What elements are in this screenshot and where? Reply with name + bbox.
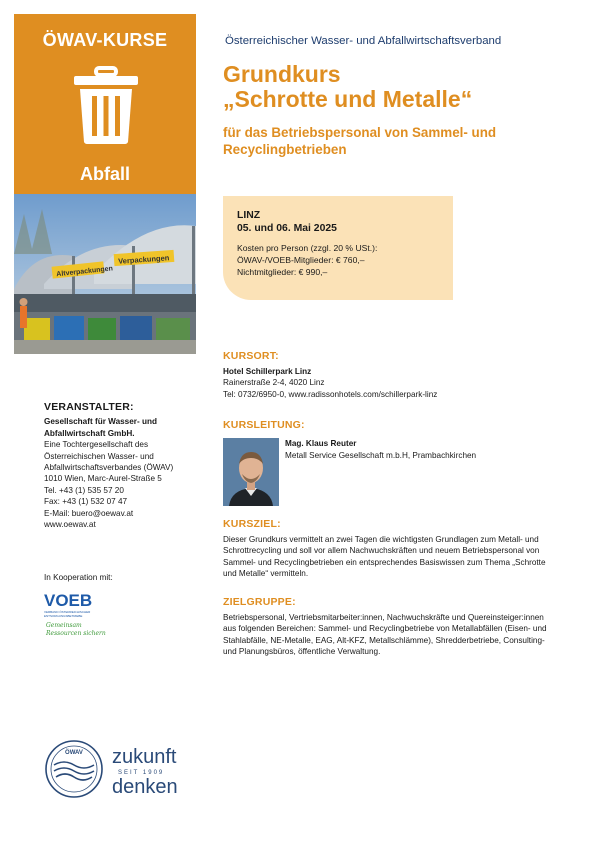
info-costs-label: Kosten pro Person (zzgl. 20 % USt.): — [237, 243, 378, 253]
kursziel-line3: Sammel- und Recyclingbetrieben ein entsprechendes Basiswissen zum Thema „Schrotte — [223, 557, 546, 567]
kursort-contact[interactable]: Tel: 0732/6950-0, www.radissonhotels.com/schillerpark-linz — [223, 389, 438, 399]
kursort-heading: KURSORT: — [223, 350, 279, 362]
zielgruppe-section — [223, 597, 573, 658]
voeb-logo-subtext-1: VERBAND ÖSTERREICHISCHER — [44, 610, 91, 614]
voeb-logo — [44, 590, 114, 640]
kursziel-heading: KURSZIEL: — [223, 518, 281, 530]
info-date: 05. und 06. Mai 2025 — [237, 223, 337, 234]
brand-category: Abfall — [79, 164, 130, 184]
veranstalter-desc-line1: Eine Tochtergesellschaft des — [44, 440, 149, 450]
organisation-name: Österreichischer Wasser- und Abfallwirtschaftsverband — [225, 35, 502, 47]
veranstalter-tel: Tel. +43 (1) 535 57 20 — [44, 485, 124, 495]
zielgruppe-line4: und Planungsbüros, öffentliche Verwaltung. — [223, 647, 381, 657]
info-city: LINZ — [237, 210, 261, 221]
kursziel-line1: Dieser Grundkurs vermittelt an zwei Tagen die wichtigsten Grundlagen zum Metall- und — [223, 534, 539, 544]
trainer-name: Mag. Klaus Reuter — [285, 439, 357, 448]
voeb-logo-text: VOEB — [44, 591, 93, 610]
kursziel-section — [223, 519, 573, 580]
veranstalter-desc-line2: Österreichischen Wasser- und — [44, 451, 154, 461]
course-title-line2: „Schrotte und Metalle“ — [223, 86, 473, 112]
photo-sign-1: Altverpackungen — [56, 265, 114, 279]
brand-title: ÖWAV-KURSE — [42, 30, 168, 50]
cooperation-label: In Kooperation mit: — [44, 573, 113, 582]
kursleitung-section — [223, 420, 573, 435]
voeb-slogan-1: Gemeinsam — [46, 622, 82, 629]
veranstalter-name-line2: Abfallwirtschaft GmbH. — [44, 428, 135, 438]
veranstalter-address: 1010 Wien, Marc-Aurel-Straße 5 — [44, 474, 162, 484]
kursziel-line4: und Metalle“ vermitteln. — [223, 569, 309, 579]
kursleitung-heading: KURSLEITUNG: — [223, 419, 305, 431]
kursort-venue: Hotel Schillerpark Linz — [223, 366, 312, 376]
veranstalter-block — [44, 402, 204, 530]
footer-logo-emblem: ÖWAV — [65, 750, 83, 756]
zielgruppe-line2: aus folgenden Bereichen: Sammel- und Recyclingbetriebe von Metallabfällen (Eisen- und — [223, 624, 547, 634]
oewav-footer-logo — [44, 737, 204, 801]
zielgruppe-heading: ZIELGRUPPE: — [223, 596, 296, 608]
veranstalter-heading: VERANSTALTER: — [44, 401, 134, 413]
recycling-yard-photo — [14, 194, 196, 354]
zielgruppe-line1: Betriebspersonal, Vertriebsmitarbeiter:innen, Nachwuchskräfte und Quereinsteiger:innen — [223, 612, 544, 622]
voeb-logo-subtext-2: ENTSORGUNGSBETRIEBE — [44, 614, 83, 618]
course-subtitle — [223, 124, 496, 158]
zielgruppe-line3: Stahlabfälle, NE-Metalle, EAG, Alt-KFZ, Metallschlämme), Shredderbetriebe, Consulting- — [223, 635, 545, 645]
veranstalter-email[interactable]: E-Mail: buero@oewav.at — [44, 508, 134, 518]
trainer-photo — [223, 438, 279, 506]
kursort-address: Rainerstraße 2-4, 4020 Linz — [223, 378, 325, 388]
trainer-company: Metall Service Gesellschaft m.b.H, Prambachkirchen — [285, 451, 477, 460]
footer-logo-line1: zukunft — [112, 746, 177, 768]
course-subtitle-line2: Recyclingbetrieben — [223, 142, 347, 157]
photo-sign-2: Verpackungen — [117, 253, 170, 266]
info-box — [223, 196, 453, 300]
course-title — [223, 62, 472, 112]
veranstalter-web[interactable]: www.oewav.at — [44, 520, 96, 530]
veranstalter-name-line1: Gesellschaft für Wasser- und — [44, 417, 157, 427]
veranstalter-fax: Fax: +43 (1) 532 07 47 — [44, 497, 128, 507]
trainer-info — [285, 438, 476, 462]
brand-block — [14, 14, 196, 194]
trash-bin-icon — [70, 66, 142, 146]
course-title-line1: Grundkurs — [223, 61, 341, 87]
info-price-nonmembers: Nichtmitglieder: € 990,– — [237, 266, 328, 277]
course-subtitle-line1: für das Betriebspersonal von Sammel- und — [223, 125, 497, 140]
footer-logo-line2: SEIT 1909 — [118, 770, 165, 776]
info-price-members: ÖWAV-/VOEB-Mitglieder: € 760,– — [237, 254, 365, 265]
voeb-slogan-2: Ressourcen sichern — [46, 630, 106, 637]
footer-logo-line3: denken — [112, 776, 178, 798]
kursort-section — [223, 351, 573, 400]
kursziel-line2: Schrottrecycling und soll vor allem Nachwuchskräften und neuem Betriebspersonal von — [223, 546, 540, 556]
veranstalter-desc-line3: Abfallwirtschaftsverbandes (ÖWAV) — [44, 463, 174, 473]
